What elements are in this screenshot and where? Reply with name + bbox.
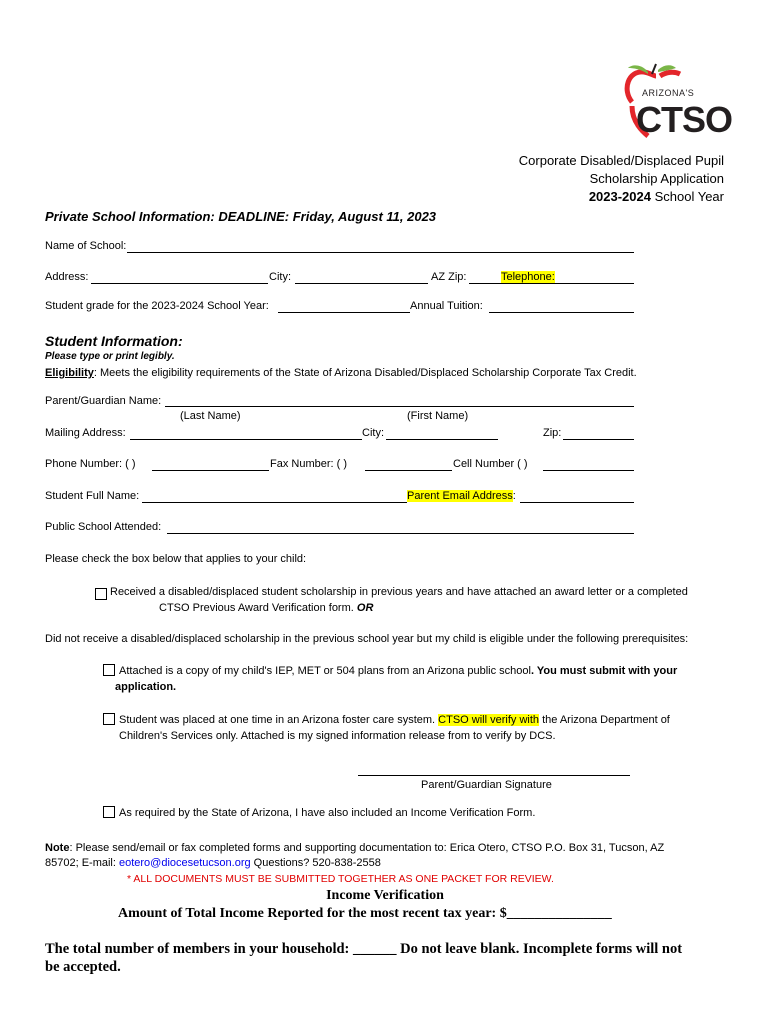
header-line-3 bbox=[589, 189, 724, 204]
phone-field[interactable] bbox=[152, 470, 269, 471]
cell-field[interactable] bbox=[543, 470, 634, 471]
grade-label: Student grade for the 2023-2024 School Year: bbox=[45, 300, 269, 312]
note-line2 bbox=[45, 857, 381, 869]
school-name-label: Name of School: bbox=[45, 240, 127, 252]
income-form-checkbox[interactable] bbox=[103, 806, 115, 818]
header-line-1: Corporate Disabled/Displaced Pupil bbox=[518, 153, 724, 168]
household-line2: be accepted. bbox=[45, 959, 121, 975]
legibility-note: Please type or print legibly. bbox=[45, 351, 175, 362]
tuition-label: Annual Tuition: bbox=[410, 300, 483, 312]
option1-text: CTSO Previous Award Verification form. bbox=[159, 602, 354, 614]
mailing-address-label: Mailing Address: bbox=[45, 427, 126, 439]
parent-name-field[interactable] bbox=[165, 406, 634, 407]
student-city-label: City: bbox=[362, 427, 384, 439]
note-line1 bbox=[45, 842, 664, 854]
student-name-label: Student Full Name: bbox=[45, 490, 140, 502]
option1-line2 bbox=[159, 602, 373, 614]
eligibility-label: Eligibility bbox=[45, 367, 94, 379]
telephone-label: Telephone: bbox=[501, 271, 555, 283]
signature-field[interactable] bbox=[358, 775, 630, 776]
first-name-hint: (First Name) bbox=[407, 410, 469, 422]
option3-line1 bbox=[119, 714, 670, 726]
school-name-field[interactable] bbox=[127, 252, 634, 253]
parent-email-wrap bbox=[407, 490, 516, 502]
fax-label: Fax Number: ( ) bbox=[270, 458, 348, 470]
note-text2-post: Questions? 520-838-2558 bbox=[250, 857, 381, 869]
parent-name-label: Parent/Guardian Name: bbox=[45, 395, 162, 407]
option3-post: the Arizona Department of bbox=[539, 714, 670, 726]
student-zip-label: Zip: bbox=[543, 427, 562, 439]
az-zip-field[interactable] bbox=[469, 283, 501, 284]
telephone-field[interactable] bbox=[501, 283, 634, 284]
not-received-text: Did not receive a disabled/displaced scholarship in the previous school year but my child is eligible under the following prerequisites: bbox=[45, 633, 689, 645]
foster-care-checkbox[interactable] bbox=[103, 713, 115, 725]
email-link[interactable]: eotero@diocesetucson.org bbox=[118, 857, 251, 869]
parent-email-field[interactable] bbox=[520, 502, 634, 503]
public-school-field[interactable] bbox=[167, 533, 634, 534]
income-title: Income Verification bbox=[326, 888, 444, 903]
logo-main-text: CTSO bbox=[636, 99, 733, 140]
option2-line2: application. bbox=[115, 681, 177, 693]
grade-field[interactable] bbox=[278, 312, 410, 313]
address-field[interactable] bbox=[91, 283, 268, 284]
cell-label: Cell Number ( ) bbox=[453, 458, 528, 470]
parent-email-colon: : bbox=[512, 490, 516, 502]
parent-email-label: Parent Email Address bbox=[407, 490, 513, 502]
public-school-label: Public School Attended: bbox=[45, 521, 162, 533]
note-text2-pre: 85702; E-mail: bbox=[45, 857, 119, 869]
option2-text: Attached is a copy of my child's IEP, MET or 504 plans from an Arizona public school bbox=[119, 665, 531, 677]
city-label: City: bbox=[269, 271, 291, 283]
eligibility-line bbox=[45, 367, 637, 379]
logo-top-text: ARIZONA'S bbox=[642, 88, 695, 98]
student-heading: Student Information: bbox=[45, 333, 183, 349]
option4-text: As required by the State of Arizona, I have also included an Income Verification Form. bbox=[119, 807, 536, 819]
ctso-logo bbox=[618, 62, 733, 144]
phone-label: Phone Number: ( ) bbox=[45, 458, 136, 470]
fax-field[interactable] bbox=[365, 470, 452, 471]
note-label: Note bbox=[45, 842, 70, 854]
student-name-field[interactable] bbox=[142, 502, 407, 503]
signature-label: Parent/Guardian Signature bbox=[421, 779, 552, 791]
city-field[interactable] bbox=[295, 283, 428, 284]
option1-or: OR bbox=[356, 602, 374, 614]
tuition-field[interactable] bbox=[489, 312, 634, 313]
school-year-bold: 2023-2024 bbox=[588, 189, 651, 204]
header-line-2: Scholarship Application bbox=[589, 171, 724, 186]
submission-warning: * ALL DOCUMENTS MUST BE SUBMITTED TOGETHER AS ONE PACKET FOR REVIEW. bbox=[127, 873, 554, 885]
option2-bold: . You must submit with your bbox=[530, 665, 678, 677]
option2-line1 bbox=[119, 665, 677, 677]
private-school-heading: Private School Information: DEADLINE: Friday, August 11, 2023 bbox=[45, 209, 437, 224]
address-label: Address: bbox=[45, 271, 89, 283]
iep-checkbox[interactable] bbox=[103, 664, 115, 676]
option3-pre: Student was placed at one time in an Arizona foster care system. bbox=[119, 714, 439, 726]
household-line1: The total number of members in your household: ______ Do not leave blank. Incomplete forms will not bbox=[45, 941, 683, 957]
student-city-field[interactable] bbox=[386, 439, 498, 440]
last-name-hint: (Last Name) bbox=[180, 410, 241, 422]
option3-line2: Children's Services only. Attached is my signed information release from to verify by DCS. bbox=[119, 730, 556, 742]
eligibility-text: : Meets the eligibility requirements of the State of Arizona Disabled/Displaced Scholarship Corporate Tax Credit. bbox=[93, 367, 637, 379]
previous-award-checkbox[interactable] bbox=[95, 588, 107, 600]
school-year-rest: School Year bbox=[650, 189, 724, 204]
az-zip-label: AZ Zip: bbox=[431, 271, 467, 283]
mailing-address-field[interactable] bbox=[130, 439, 362, 440]
note-text1: : Please send/email or fax completed forms and supporting documentation to: Erica Otero, CTSO P.O. Box 31, Tucson, AZ bbox=[69, 842, 665, 854]
income-total: Amount of Total Income Reported for the most recent tax year: $_______________ bbox=[118, 906, 612, 921]
option1-line1: Received a disabled/displaced student scholarship in previous years and have attached an award letter or a completed bbox=[110, 586, 688, 598]
check-instruction: Please check the box below that applies to your child: bbox=[45, 553, 307, 565]
option3-highlight: CTSO will verify with bbox=[438, 714, 540, 726]
student-zip-field[interactable] bbox=[563, 439, 634, 440]
